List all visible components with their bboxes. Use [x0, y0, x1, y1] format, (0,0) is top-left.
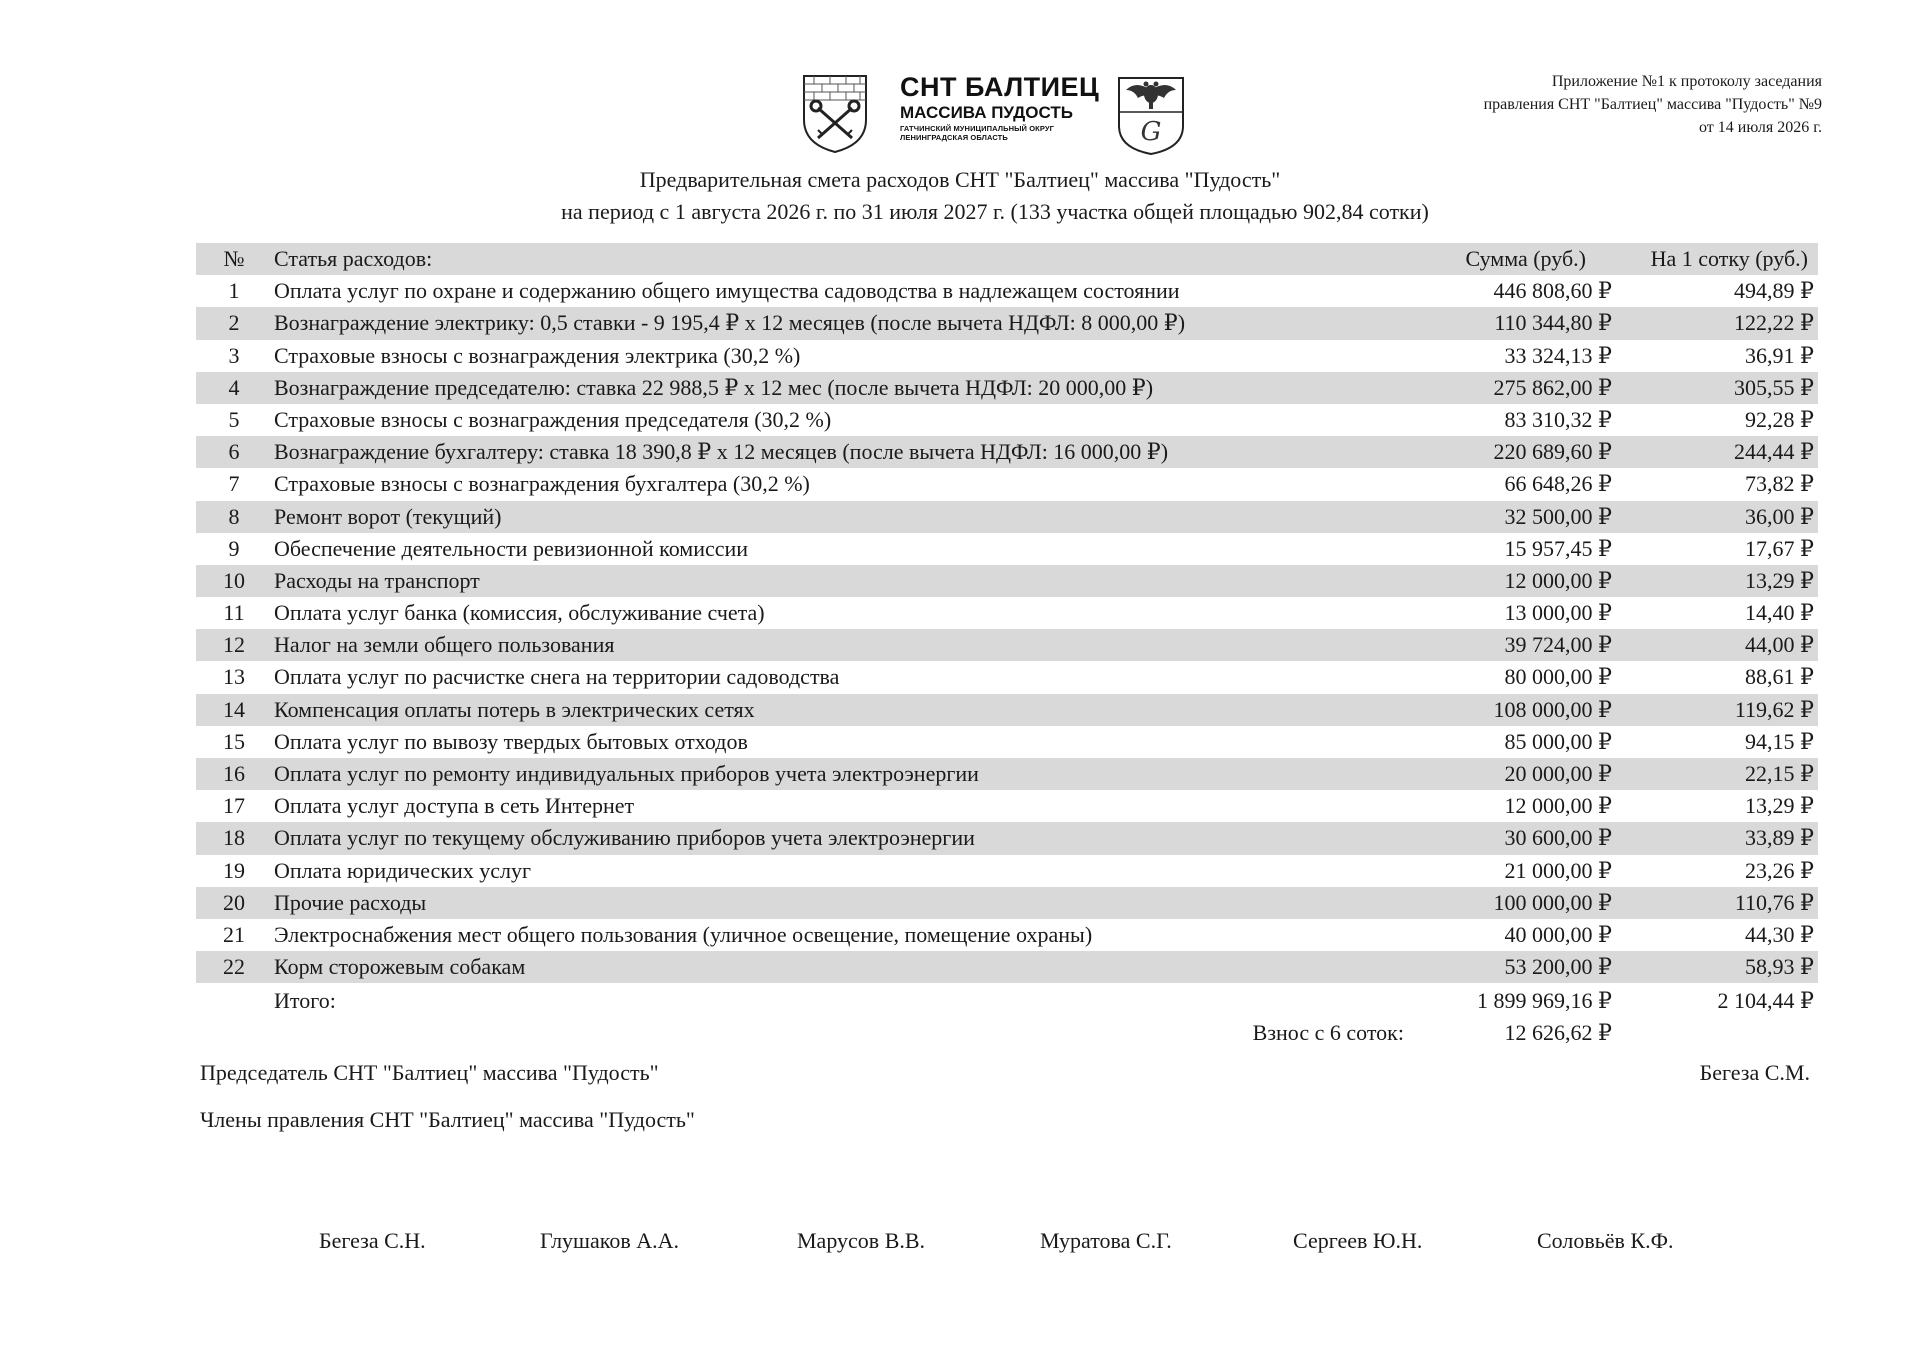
logo-name: СНТ БАЛТИЕЦ — [900, 72, 1100, 102]
logo-subtitle: МАССИВА ПУДОСТЬ — [900, 103, 1073, 122]
row-per-sotka: 13,29 ₽ — [1745, 567, 1814, 593]
row-item: Оплата услуг банка (комиссия, обслуживание счета) — [274, 600, 765, 626]
table-row — [196, 629, 1818, 661]
row-per-sotka: 36,91 ₽ — [1745, 342, 1814, 368]
contribution-label: Взнос с 6 соток: — [1252, 1020, 1404, 1045]
row-num: 8 — [228, 503, 240, 529]
row-num: 21 — [223, 921, 245, 947]
total-label: Итого: — [274, 988, 336, 1013]
table-row — [196, 855, 1818, 887]
row-num: 2 — [228, 310, 240, 336]
row-item: Налог на земли общего пользования — [274, 632, 615, 658]
row-num: 5 — [228, 406, 240, 432]
table-row — [196, 468, 1818, 500]
header-item: Статья расходов: — [274, 246, 433, 271]
row-item: Обеспечение деятельности ревизионной комиссии — [274, 535, 749, 561]
row-per-sotka: 13,29 ₽ — [1745, 793, 1814, 819]
appendix-line3: от 14 июля 2026 г. — [1699, 119, 1822, 136]
row-item: Прочие расходы — [274, 889, 427, 915]
appendix-line2: правления СНТ "Балтиец" массива "Пудость" №9 — [1483, 96, 1822, 113]
board-member: Сергеев Ю.Н. — [1293, 1228, 1423, 1253]
row-per-sotka: 122,22 ₽ — [1734, 310, 1814, 336]
row-num: 1 — [228, 278, 240, 304]
table-body — [196, 275, 1818, 983]
header-per-sotka: На 1 сотку (руб.) — [1650, 246, 1808, 271]
header-sum: Сумма (руб.) — [1465, 246, 1586, 271]
row-item: Корм сторожевым собакам — [274, 954, 526, 980]
row-per-sotka: 23,26 ₽ — [1745, 857, 1814, 883]
row-item: Оплата услуг по вывозу твердых бытовых отходов — [274, 728, 748, 754]
row-sum: 83 310,32 ₽ — [1504, 406, 1612, 432]
row-sum: 30 600,00 ₽ — [1504, 825, 1612, 851]
row-item: Страховые взносы с вознаграждения электрика (30,2 %) — [274, 342, 801, 368]
row-num: 4 — [228, 374, 240, 400]
row-sum: 85 000,00 ₽ — [1504, 728, 1612, 754]
contribution-value: 12 626,62 ₽ — [1504, 1020, 1612, 1045]
coat-of-arms-icon — [1116, 76, 1186, 156]
row-num: 13 — [223, 664, 245, 690]
contribution-row — [196, 1017, 1818, 1049]
table-row — [196, 822, 1818, 854]
chair-name: Бегеза С.М. — [1699, 1060, 1810, 1085]
row-num: 17 — [223, 793, 245, 819]
table-row — [196, 726, 1818, 758]
row-per-sotka: 92,28 ₽ — [1745, 406, 1814, 432]
document-subtitle: на период с 1 августа 2026 г. по 31 июля 2027 г. (133 участка общей площадью 902,84 сотки) — [561, 199, 1429, 224]
table-row — [196, 790, 1818, 822]
row-item: Электроснабжения мест общего пользования (уличное освещение, помещение охраны) — [274, 921, 1093, 947]
total-per-sotka: 2 104,44 ₽ — [1717, 988, 1814, 1013]
row-item: Оплата юридических услуг — [274, 857, 532, 883]
row-num: 15 — [223, 728, 245, 754]
row-sum: 20 000,00 ₽ — [1504, 761, 1612, 786]
row-num: 18 — [223, 825, 245, 851]
snt-crest-logo — [802, 74, 868, 154]
table-row — [196, 565, 1818, 597]
board-member: Соловьёв К.Ф. — [1537, 1228, 1674, 1253]
row-num: 7 — [228, 471, 240, 497]
table-row — [196, 661, 1818, 693]
row-sum: 275 862,00 ₽ — [1493, 374, 1612, 400]
row-per-sotka: 58,93 ₽ — [1745, 954, 1814, 980]
table-header-row — [196, 243, 1818, 275]
row-num: 10 — [223, 567, 245, 593]
row-sum: 100 000,00 ₽ — [1493, 889, 1612, 915]
row-sum: 80 000,00 ₽ — [1504, 664, 1612, 690]
row-item: Оплата услуг по текущему обслуживанию приборов учета электроэнергии — [274, 825, 975, 851]
row-num: 6 — [228, 439, 240, 465]
table-row — [196, 758, 1818, 790]
row-num: 9 — [228, 535, 240, 561]
row-sum: 53 200,00 ₽ — [1504, 954, 1612, 980]
row-item: Ремонт ворот (текущий) — [274, 503, 502, 529]
board-member: Бегеза С.Н. — [319, 1228, 426, 1253]
row-per-sotka: 14,40 ₽ — [1745, 600, 1814, 626]
row-per-sotka: 494,89 ₽ — [1734, 278, 1814, 304]
table-row — [196, 340, 1818, 372]
row-item: Вознаграждение бухгалтеру: ставка 18 390,8 ₽ х 12 месяцев (после вычета НДФЛ: 16 000,00 ₽) — [274, 439, 1169, 465]
table-row — [196, 951, 1818, 983]
svg-text:G: G — [1140, 117, 1162, 147]
row-sum: 108 000,00 ₽ — [1493, 696, 1612, 722]
board-member: Муратова С.Г. — [1040, 1228, 1172, 1253]
row-per-sotka: 44,00 ₽ — [1745, 632, 1814, 658]
row-per-sotka: 88,61 ₽ — [1745, 664, 1814, 690]
row-item: Оплата услуг по ремонту индивидуальных приборов учета электроэнергии — [274, 761, 979, 786]
board-member: Глушаков А.А. — [540, 1228, 679, 1253]
row-item: Вознаграждение электрику: 0,5 ставки - 9 195,4 ₽ х 12 месяцев (после вычета НДФЛ: 8 000,00 ₽) — [274, 310, 1186, 336]
table-row — [196, 533, 1818, 565]
logo-region-line1: ГАТЧИНСКИЙ МУНИЦИПАЛЬНЫЙ ОКРУГ — [900, 124, 1054, 133]
row-item: Оплата услуг по охране и содержанию общего имущества садоводства в надлежащем состоянии — [274, 278, 1180, 304]
snt-logo-text — [900, 72, 1100, 142]
row-per-sotka: 110,76 ₽ — [1734, 889, 1814, 915]
row-per-sotka: 17,67 ₽ — [1745, 535, 1814, 561]
total-sum: 1 899 969,16 ₽ — [1477, 988, 1612, 1013]
row-per-sotka: 305,55 ₽ — [1734, 374, 1814, 400]
row-sum: 33 324,13 ₽ — [1504, 342, 1612, 368]
row-sum: 110 344,80 ₽ — [1494, 310, 1612, 336]
row-num: 3 — [228, 342, 240, 368]
row-item: Компенсация оплаты потерь в электрических сетях — [274, 696, 755, 722]
row-sum: 12 000,00 ₽ — [1504, 567, 1612, 593]
header-num: № — [223, 246, 245, 271]
row-per-sotka: 36,00 ₽ — [1745, 503, 1814, 529]
row-item: Оплата услуг доступа в сеть Интернет — [274, 793, 635, 819]
row-per-sotka: 119,62 ₽ — [1734, 696, 1814, 722]
document-title: Предварительная смета расходов СНТ "Балтиец" массива "Пудость" — [639, 167, 1281, 192]
table-row — [196, 275, 1818, 307]
row-num: 14 — [223, 696, 245, 722]
row-num: 20 — [223, 889, 245, 915]
total-row — [196, 985, 1818, 1017]
row-num: 19 — [223, 857, 245, 883]
row-per-sotka: 22,15 ₽ — [1745, 761, 1814, 786]
row-num: 12 — [223, 632, 245, 658]
row-sum: 40 000,00 ₽ — [1504, 921, 1612, 947]
table-row — [196, 694, 1818, 726]
row-item: Расходы на транспорт — [274, 567, 480, 593]
table-row — [196, 597, 1818, 629]
table-row — [196, 919, 1818, 951]
row-sum: 446 808,60 ₽ — [1493, 278, 1612, 304]
row-per-sotka: 73,82 ₽ — [1745, 471, 1814, 497]
board-label: Члены правления СНТ "Балтиец" массива "Пудость" — [200, 1107, 695, 1132]
appendix-line1: Приложение №1 к протоколу заседания — [1551, 73, 1822, 90]
row-sum: 15 957,45 ₽ — [1504, 535, 1612, 561]
table-row — [196, 404, 1818, 436]
row-sum: 12 000,00 ₽ — [1504, 793, 1612, 819]
expense-table — [196, 243, 1818, 983]
row-sum: 39 724,00 ₽ — [1504, 632, 1612, 658]
row-sum: 21 000,00 ₽ — [1504, 857, 1612, 883]
row-num: 22 — [223, 954, 245, 980]
table-row — [196, 307, 1818, 339]
logo-region-line2: ЛЕНИНГРАДСКАЯ ОБЛАСТЬ — [900, 133, 1008, 142]
row-per-sotka: 94,15 ₽ — [1745, 728, 1814, 754]
table-row — [196, 501, 1818, 533]
row-per-sotka: 33,89 ₽ — [1745, 825, 1814, 851]
row-sum: 13 000,00 ₽ — [1504, 600, 1612, 626]
row-sum: 66 648,26 ₽ — [1504, 471, 1612, 497]
row-per-sotka: 244,44 ₽ — [1734, 439, 1814, 465]
table-row — [196, 436, 1818, 468]
row-num: 11 — [223, 600, 245, 626]
chair-label: Председатель СНТ "Балтиец" массива "Пудость" — [200, 1060, 659, 1085]
appendix-note — [1484, 70, 1822, 139]
row-sum: 220 689,60 ₽ — [1493, 439, 1612, 465]
table-row — [196, 887, 1818, 919]
board-member: Марусов В.В. — [797, 1228, 926, 1253]
row-per-sotka: 44,30 ₽ — [1745, 921, 1814, 947]
row-item: Вознаграждение председателю: ставка 22 988,5 ₽ х 12 мес (после вычета НДФЛ: 20 000,00 ₽) — [274, 374, 1154, 400]
row-num: 16 — [223, 761, 245, 786]
row-item: Страховые взносы с вознаграждения председателя (30,2 %) — [274, 406, 832, 432]
row-item: Страховые взносы с вознаграждения бухгалтера (30,2 %) — [274, 471, 810, 497]
row-sum: 32 500,00 ₽ — [1504, 503, 1612, 529]
table-row — [196, 372, 1818, 404]
row-item: Оплата услуг по расчистке снега на территории садоводства — [274, 664, 840, 690]
